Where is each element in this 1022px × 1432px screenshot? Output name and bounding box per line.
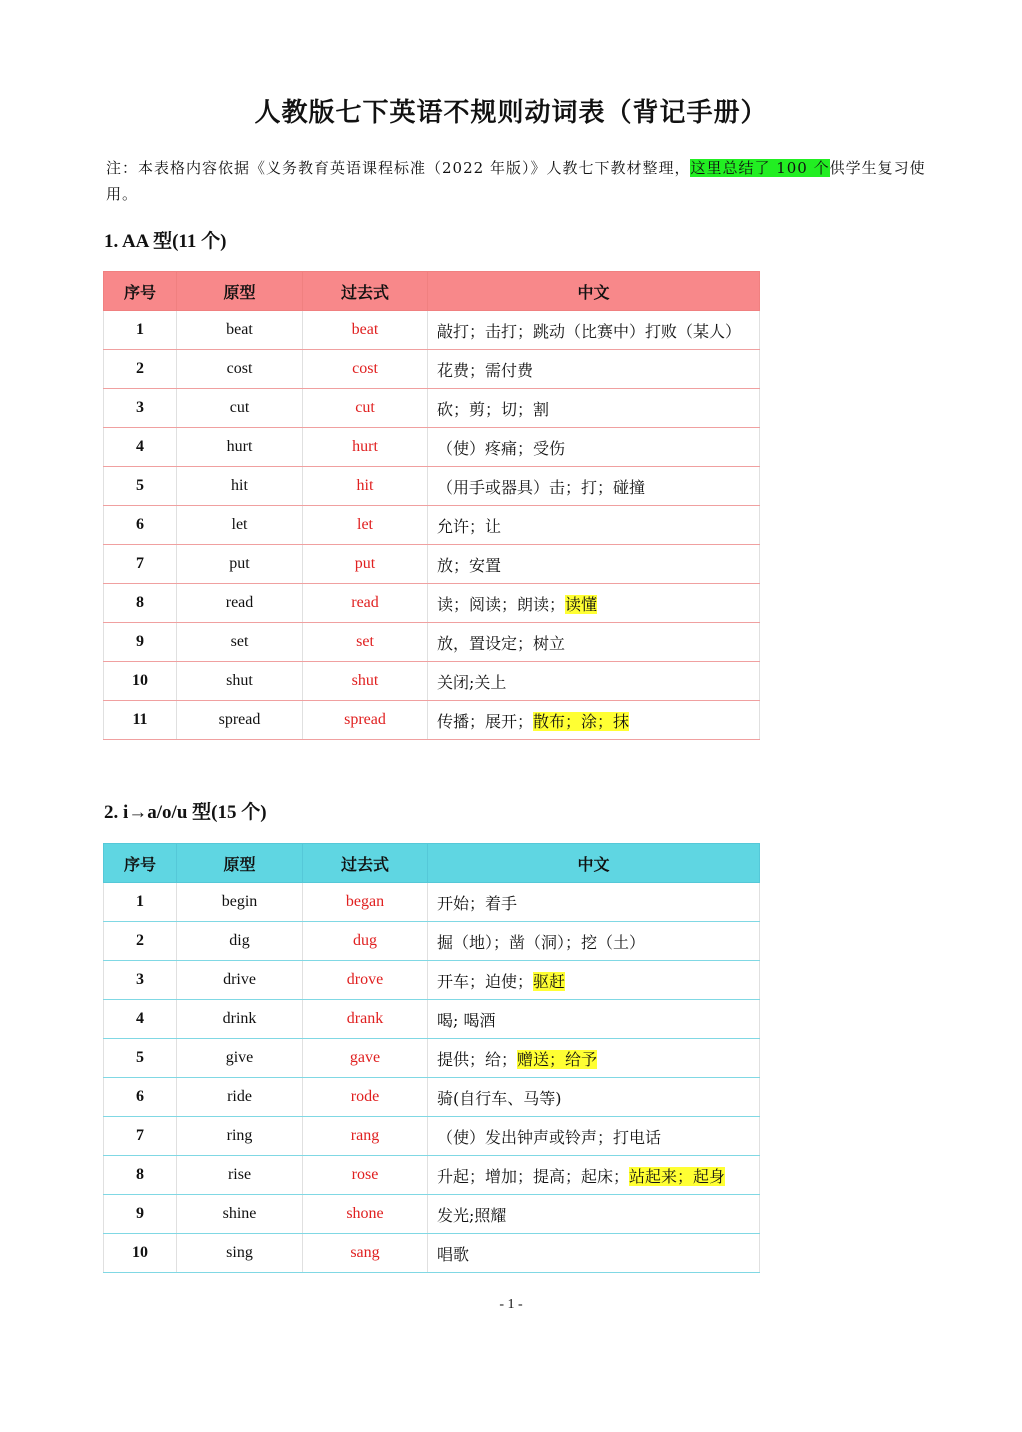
page-number: - 1 - — [499, 1297, 523, 1312]
base-form-text: cost — [226, 360, 253, 377]
row-number — [104, 1000, 177, 1039]
past-form — [303, 662, 428, 701]
table-header-row — [104, 272, 760, 311]
chinese-meaning-text: 允许；让 — [437, 516, 502, 536]
table-header-row — [104, 844, 760, 883]
past-form — [303, 428, 428, 467]
table-row — [104, 1234, 760, 1273]
base-form — [177, 662, 303, 701]
chinese-meaning-text: （用手或器具）击；打；碰撞 — [437, 477, 646, 497]
section-heading-aa: 1. AA 型(11 个) — [104, 231, 227, 252]
chinese-meaning-text: 放；安置 — [437, 555, 502, 575]
table-row — [104, 662, 760, 701]
base-form — [177, 506, 303, 545]
intro-note — [106, 155, 926, 207]
row-number-text: 10 — [132, 672, 148, 689]
past-form-text: cut — [355, 399, 375, 416]
row-number-text: 1 — [136, 321, 144, 338]
row-number — [104, 1234, 177, 1273]
chinese-meaning — [428, 1000, 760, 1039]
base-form-text: hit — [231, 477, 248, 494]
chinese-meaning — [428, 428, 760, 467]
base-form — [177, 1156, 303, 1195]
row-number-text: 1 — [136, 893, 144, 910]
row-number — [104, 1039, 177, 1078]
past-form-text: read — [351, 594, 379, 611]
base-form-text: dig — [229, 932, 250, 949]
past-form — [303, 883, 428, 922]
base-form — [177, 1039, 303, 1078]
chinese-meaning-text: 升起；增加；提高；起床； — [437, 1166, 630, 1186]
past-form-text: shone — [346, 1205, 384, 1222]
table-row — [104, 1000, 760, 1039]
base-form — [177, 1117, 303, 1156]
row-number-text: 8 — [136, 594, 144, 611]
chinese-meaning — [428, 311, 760, 350]
meaning-highlight: 驱赶 — [533, 971, 566, 991]
chinese-meaning-text: 读；阅读；朗读； — [437, 594, 566, 614]
row-number — [104, 1156, 177, 1195]
chinese-meaning-text: （使）疼痛；受伤 — [437, 438, 566, 458]
past-form — [303, 545, 428, 584]
chinese-meaning — [428, 701, 760, 740]
base-form — [177, 1234, 303, 1273]
past-form-text: gave — [349, 1049, 381, 1066]
table-row — [104, 922, 760, 961]
past-form-text: sang — [350, 1244, 380, 1261]
past-form — [303, 467, 428, 506]
row-number — [104, 311, 177, 350]
base-form — [177, 701, 303, 740]
table-row — [104, 1117, 760, 1156]
row-number-text: 11 — [132, 711, 148, 728]
row-number-text: 5 — [136, 1049, 144, 1066]
past-form — [303, 1234, 428, 1273]
chinese-meaning-text: 骑(自行车、马等) — [437, 1088, 562, 1108]
base-form-text: cut — [229, 399, 250, 416]
table-body — [104, 883, 760, 1273]
row-number — [104, 584, 177, 623]
verb-table-i-a-o-u — [103, 843, 760, 1273]
chinese-meaning — [428, 1078, 760, 1117]
chinese-meaning — [428, 506, 760, 545]
table-row — [104, 428, 760, 467]
chinese-meaning — [428, 1039, 760, 1078]
base-form-text: ride — [227, 1088, 252, 1105]
chinese-meaning — [428, 584, 760, 623]
header-base: 原型 — [177, 844, 303, 883]
past-form-text: beat — [351, 321, 379, 338]
past-form-text: shut — [351, 672, 379, 689]
header-cn: 中文 — [428, 272, 760, 311]
base-form-text: hurt — [226, 438, 253, 455]
chinese-meaning-text: 花费；需付费 — [437, 360, 534, 380]
base-form-text: sing — [226, 1244, 253, 1261]
base-form — [177, 428, 303, 467]
row-number — [104, 1078, 177, 1117]
past-form-text: hit — [356, 477, 374, 494]
row-number-text: 4 — [136, 1010, 144, 1027]
table-row — [104, 311, 760, 350]
past-form — [303, 1000, 428, 1039]
chinese-meaning — [428, 1117, 760, 1156]
meaning-highlight: 赠送；给予 — [517, 1049, 598, 1069]
chinese-meaning-text: 敲打；击打；跳动（比赛中）打败（某人） — [437, 321, 742, 341]
row-number-text: 4 — [136, 438, 144, 455]
meaning-highlight: 散布；涂；抹 — [533, 711, 630, 731]
header-past: 过去式 — [303, 272, 428, 311]
past-form-text: dug — [353, 932, 377, 949]
row-number-text: 3 — [136, 971, 144, 988]
base-form — [177, 311, 303, 350]
header-past: 过去式 — [303, 844, 428, 883]
base-form-text: put — [229, 555, 250, 572]
past-form — [303, 922, 428, 961]
base-form-text: read — [225, 594, 254, 611]
base-form-text: let — [231, 516, 248, 533]
row-number-text: 7 — [136, 555, 144, 572]
chinese-meaning-text: 传播；展开； — [437, 711, 534, 731]
verb-table-aa — [103, 271, 760, 740]
chinese-meaning — [428, 961, 760, 1000]
past-form-text: drove — [346, 971, 384, 988]
meaning-highlight: 站起来；起身 — [629, 1166, 726, 1186]
past-form-text: drank — [346, 1010, 384, 1027]
row-number-text: 2 — [136, 360, 144, 377]
header-base: 原型 — [177, 272, 303, 311]
chinese-meaning — [428, 1156, 760, 1195]
row-number — [104, 506, 177, 545]
past-form — [303, 350, 428, 389]
page-title: 人教版七下英语不规则动词表（背记手册） — [254, 98, 768, 128]
chinese-meaning — [428, 662, 760, 701]
row-number-text: 7 — [136, 1127, 144, 1144]
base-form — [177, 1078, 303, 1117]
row-number — [104, 350, 177, 389]
past-form — [303, 506, 428, 545]
table-row — [104, 467, 760, 506]
row-number — [104, 961, 177, 1000]
row-number-text: 10 — [132, 1244, 148, 1261]
base-form — [177, 545, 303, 584]
row-number — [104, 467, 177, 506]
past-form-text: spread — [344, 711, 386, 728]
table-row — [104, 961, 760, 1000]
base-form — [177, 922, 303, 961]
chinese-meaning-text: 关闭;关上 — [437, 672, 507, 692]
table-row — [104, 506, 760, 545]
base-form-text: spread — [218, 711, 261, 728]
past-form-text: let — [357, 516, 373, 533]
past-form-text: rose — [351, 1166, 379, 1183]
table-row — [104, 1039, 760, 1078]
table-row — [104, 584, 760, 623]
row-number-text: 8 — [136, 1166, 144, 1183]
table-row — [104, 389, 760, 428]
note-text: 注：本表格内容依据《义务教育英语课程标准（2022 年版）》人教七下教材整理， — [106, 159, 691, 177]
past-form-text: rang — [350, 1127, 380, 1144]
chinese-meaning-text: （使）发出钟声或铃声；打电话 — [437, 1127, 662, 1147]
chinese-meaning — [428, 467, 760, 506]
past-form — [303, 1195, 428, 1234]
past-form — [303, 1117, 428, 1156]
row-number — [104, 1117, 177, 1156]
base-form — [177, 1195, 303, 1234]
chinese-meaning-text: 开始；着手 — [437, 893, 518, 913]
chinese-meaning-text: 开车；迫使； — [437, 971, 534, 991]
past-form — [303, 961, 428, 1000]
past-form — [303, 311, 428, 350]
past-form-text: cost — [352, 360, 378, 377]
meaning-highlight: 读懂 — [565, 594, 598, 614]
past-form-text: rode — [350, 1088, 380, 1105]
row-number — [104, 428, 177, 467]
table-row — [104, 1156, 760, 1195]
row-number — [104, 389, 177, 428]
chinese-meaning-text: 唱歌 — [437, 1244, 470, 1264]
past-form — [303, 1039, 428, 1078]
base-form-text: begin — [221, 893, 258, 910]
row-number-text: 6 — [136, 1088, 144, 1105]
row-number-text: 6 — [136, 516, 144, 533]
chinese-meaning-text: 放，置设定；树立 — [437, 633, 566, 653]
base-form-text: drink — [222, 1010, 257, 1027]
base-form — [177, 883, 303, 922]
row-number — [104, 662, 177, 701]
header-num: 序号 — [104, 844, 177, 883]
section-heading-i-a-o-u: 2. i→a/o/u 型(15 个) — [104, 802, 267, 823]
chinese-meaning-text: 掘（地）；凿（洞）；挖（土） — [437, 932, 646, 952]
chinese-meaning — [428, 350, 760, 389]
header-num: 序号 — [104, 272, 177, 311]
row-number — [104, 623, 177, 662]
base-form-text: drive — [223, 971, 256, 988]
chinese-meaning-text: 喝; 喝酒 — [437, 1010, 496, 1030]
base-form — [177, 389, 303, 428]
base-form — [177, 1000, 303, 1039]
base-form — [177, 467, 303, 506]
table-row — [104, 545, 760, 584]
table-row — [104, 350, 760, 389]
base-form-text: rise — [227, 1166, 252, 1183]
row-number-text: 3 — [136, 399, 144, 416]
base-form-text: shine — [222, 1205, 257, 1222]
base-form-text: ring — [226, 1127, 253, 1144]
past-form-text: put — [354, 555, 376, 572]
base-form-text: beat — [226, 321, 253, 338]
chinese-meaning-text: 提供；给； — [437, 1049, 518, 1069]
past-form — [303, 584, 428, 623]
table-row — [104, 1078, 760, 1117]
chinese-meaning-text: 发光;照耀 — [437, 1205, 507, 1225]
row-number-text: 5 — [136, 477, 144, 494]
past-form — [303, 623, 428, 662]
chinese-meaning — [428, 1195, 760, 1234]
base-form — [177, 584, 303, 623]
table-row — [104, 883, 760, 922]
table-row — [104, 623, 760, 662]
note-highlight: 这里总结了 100 个 — [690, 159, 830, 177]
row-number — [104, 1195, 177, 1234]
chinese-meaning — [428, 389, 760, 428]
base-form-text: set — [230, 633, 249, 650]
table-body — [104, 311, 760, 740]
row-number — [104, 922, 177, 961]
chinese-meaning — [428, 922, 760, 961]
past-form — [303, 1156, 428, 1195]
base-form-text: give — [225, 1049, 254, 1066]
chinese-meaning — [428, 545, 760, 584]
past-form — [303, 701, 428, 740]
base-form — [177, 961, 303, 1000]
row-number — [104, 883, 177, 922]
base-form — [177, 350, 303, 389]
table-row — [104, 1195, 760, 1234]
past-form — [303, 1078, 428, 1117]
base-form — [177, 623, 303, 662]
past-form-text: hurt — [352, 438, 378, 455]
row-number-text: 9 — [136, 1205, 144, 1222]
row-number-text: 2 — [136, 932, 144, 949]
chinese-meaning — [428, 883, 760, 922]
past-form-text: began — [345, 893, 385, 910]
row-number — [104, 545, 177, 584]
row-number — [104, 701, 177, 740]
note-text-end: 供学生复习使用。 — [106, 159, 926, 203]
chinese-meaning — [428, 623, 760, 662]
chinese-meaning — [428, 1234, 760, 1273]
header-cn: 中文 — [428, 844, 760, 883]
base-form-text: shut — [226, 672, 253, 689]
past-form — [303, 389, 428, 428]
row-number-text: 9 — [136, 633, 144, 650]
table-row — [104, 701, 760, 740]
chinese-meaning-text: 砍；剪；切；割 — [437, 399, 550, 419]
past-form-text: set — [356, 633, 374, 650]
